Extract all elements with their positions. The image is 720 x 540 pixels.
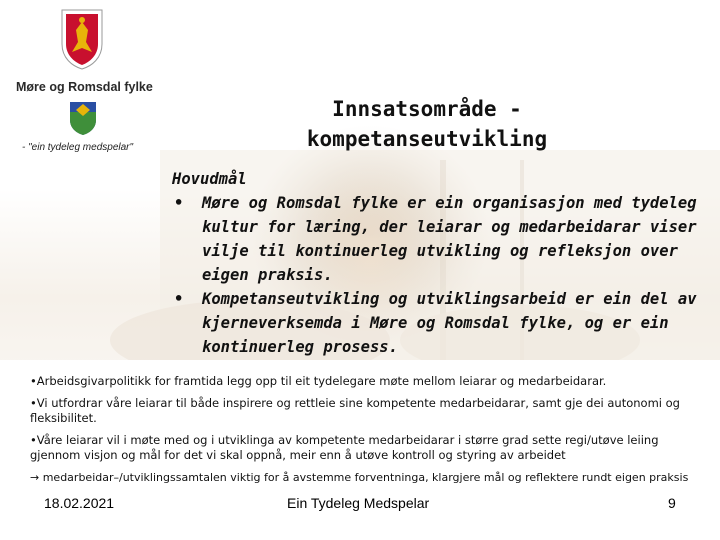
goal-list xyxy=(172,191,712,359)
body-bullets xyxy=(30,374,700,492)
logo-area xyxy=(0,0,160,160)
slide-title-line-2: kompetanseutvikling xyxy=(306,127,548,151)
goal-item: • Kompetanseutvikling og utviklingsarbeid er ein del av kjerneverksemda i Møre og Romsdal fylke, og er ein kontinuerleg prosess. xyxy=(172,287,712,359)
organization-name: Møre og Romsdal fylke xyxy=(16,80,153,94)
main-goal-block xyxy=(172,167,712,359)
arrow-note xyxy=(30,470,700,485)
arrow-note-text: medarbeidar–/utviklingssamtalen viktig for å avstemme forventninga, klargjere mål og reflektere rundt eigen praksis xyxy=(42,471,689,484)
page-number: 9 xyxy=(668,495,676,511)
body-bullet: •Vi utfordrar våre leiarar til både inspirere og rettleie sine kompetente medarbeidarar, samt gje dei autonomi og fleksibilitet. xyxy=(30,396,680,425)
arrow-right-icon: → xyxy=(30,471,43,484)
body-bullet: •Arbeidsgivarpolitikk for framtida legg opp til eit tydelegare møte mellom leiarar og medarbeidarar. xyxy=(30,374,607,388)
footer-title: Ein Tydeleg Medspelar xyxy=(287,495,430,511)
body-bullet: •Våre leiarar vil i møte med og i utviklinga av kompetente medarbeidarar i større grad sette regi/utøve leiing gjennom visjon og mål for det vi skal oppnå, meir enn å utøve kontroll og styring av arbeidet xyxy=(30,433,659,462)
footer-date: 18.02.2021 xyxy=(44,495,115,511)
goal-heading: Hovudmål xyxy=(172,170,247,188)
slide-title-line-1: Innsatsområde - xyxy=(332,97,522,121)
goal-item: • Møre og Romsdal fylke er ein organisasjon med tydeleg kultur for læring, der leiarar og medarbeidarar viser vilje til kontinuerleg utvikling og refleksjon over eigen praksis. xyxy=(172,191,712,287)
secondary-coat-of-arms-icon xyxy=(68,100,98,136)
county-coat-of-arms-icon xyxy=(58,8,106,70)
organization-tagline: - "ein tydeleg medspelar" xyxy=(22,142,134,153)
slide-title xyxy=(262,94,592,154)
